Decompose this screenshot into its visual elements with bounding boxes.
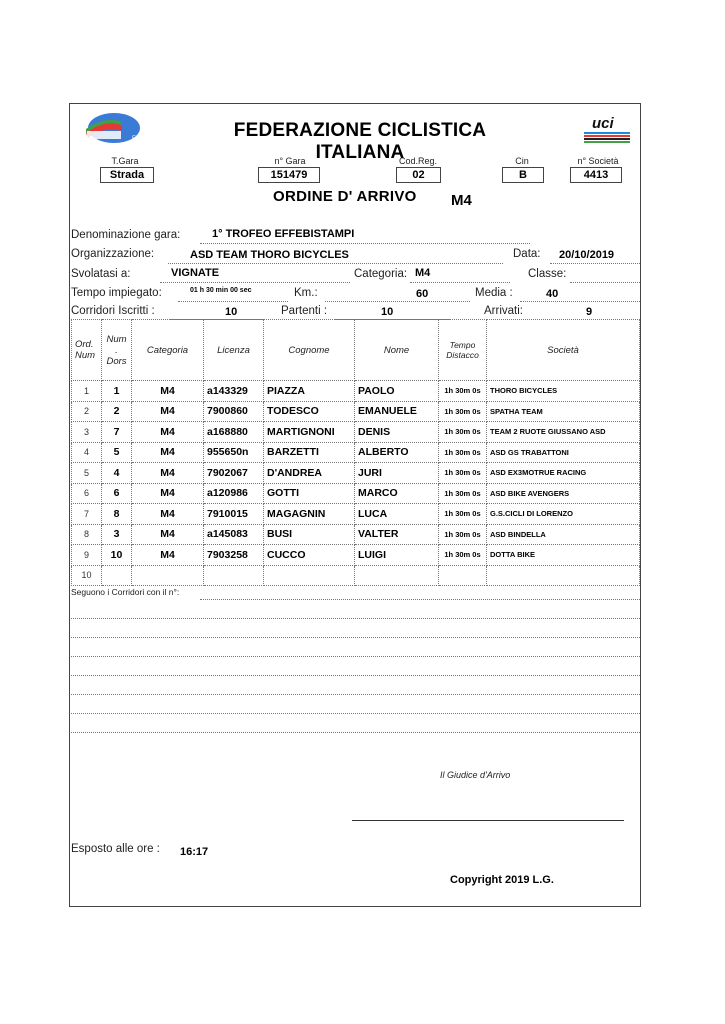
header-ord: Ord. Num	[72, 320, 102, 381]
cell-cognome: PIAZZA	[264, 381, 355, 402]
cell-categoria	[132, 565, 204, 586]
cell-cognome: BARZETTI	[264, 442, 355, 463]
cell-societa: THORO BICYCLES	[487, 381, 640, 402]
seguono-line-2	[71, 618, 640, 619]
svoltasi-line	[160, 282, 350, 283]
esposto-label: Esposto alle ore :	[71, 843, 160, 855]
table-row	[72, 442, 640, 463]
cell-tempo: 1h 30m 0s	[439, 504, 487, 525]
cell-cognome: MARTIGNONI	[264, 422, 355, 443]
organizzazione-value: ASD TEAM THORO BICYCLES	[190, 249, 349, 261]
label-cod-reg: Cod.Reg.	[398, 156, 438, 166]
cell-categoria: M4	[132, 381, 204, 402]
seguono-line-6	[71, 694, 640, 695]
cell-nome: VALTER	[355, 524, 439, 545]
cell-cognome: BUSI	[264, 524, 355, 545]
cell-licenza	[204, 565, 264, 586]
cell-licenza: a145083	[204, 524, 264, 545]
cell-licenza: a120986	[204, 483, 264, 504]
cell-nome: DENIS	[355, 422, 439, 443]
cell-licenza: a168880	[204, 422, 264, 443]
cell-nome: PAOLO	[355, 381, 439, 402]
cell-tempo: 1h 30m 0s	[439, 524, 487, 545]
categoria-label: Categoria:	[354, 268, 408, 280]
tempo-value: 01 h 30 min 00 sec	[190, 287, 252, 294]
cell-cognome: CUCCO	[264, 545, 355, 566]
cell-licenza: 7900860	[204, 401, 264, 422]
cell-societa	[487, 565, 640, 586]
cell-ord: 1	[72, 381, 102, 402]
cell-ord: 6	[72, 483, 102, 504]
cell-societa: ASD BINDELLA	[487, 524, 640, 545]
media-label: Media :	[475, 287, 513, 299]
cell-ord: 8	[72, 524, 102, 545]
cell-categoria: M4	[132, 463, 204, 484]
cell-dors: 5	[102, 442, 132, 463]
table-row	[72, 524, 640, 545]
cell-categoria: M4	[132, 524, 204, 545]
cell-nome: EMANUELE	[355, 401, 439, 422]
cell-societa: SPATHA TEAM	[487, 401, 640, 422]
seguono-line-3	[71, 637, 640, 638]
classe-line	[570, 282, 640, 283]
cell-licenza: a143329	[204, 381, 264, 402]
cell-categoria: M4	[132, 422, 204, 443]
header-tempo: Tempo Distacco	[439, 320, 487, 381]
cell-ord: 5	[72, 463, 102, 484]
table-row	[72, 565, 640, 586]
cell-societa: ASD GS TRABATTONI	[487, 442, 640, 463]
cell-societa: DOTTA BIKE	[487, 545, 640, 566]
svoltasi-label: Svolatasi a:	[71, 268, 131, 280]
seguono-line-4	[71, 656, 640, 657]
results-sheet	[69, 103, 641, 907]
value-n-gara: 151479	[258, 167, 320, 183]
cell-ord: 9	[72, 545, 102, 566]
label-n-societa: n° Società	[577, 156, 619, 166]
cell-dors: 3	[102, 524, 132, 545]
fci-logo	[82, 111, 142, 145]
cell-categoria: M4	[132, 442, 204, 463]
data-line	[550, 263, 640, 264]
cell-nome: LUCA	[355, 504, 439, 525]
cell-dors: 4	[102, 463, 132, 484]
cell-nome: MARCO	[355, 483, 439, 504]
tempo-line	[178, 301, 288, 302]
cell-societa: ASD EX3MOTRUE RACING	[487, 463, 640, 484]
fci-logo-text: FCI	[132, 136, 142, 142]
value-n-societa: 4413	[570, 167, 622, 183]
cell-categoria: M4	[132, 401, 204, 422]
cell-tempo: 1h 30m 0s	[439, 422, 487, 443]
svoltasi-value: VIGNATE	[171, 267, 220, 279]
cell-tempo: 1h 30m 0s	[439, 401, 487, 422]
cell-dors: 7	[102, 422, 132, 443]
tempo-label: Tempo impiegato:	[71, 287, 162, 299]
cell-tempo: 1h 30m 0s	[439, 545, 487, 566]
value-cod-reg: 02	[396, 167, 441, 183]
cell-tempo	[439, 565, 487, 586]
cell-tempo: 1h 30m 0s	[439, 381, 487, 402]
cell-dors: 2	[102, 401, 132, 422]
cell-categoria: M4	[132, 504, 204, 525]
cell-licenza: 955650n	[204, 442, 264, 463]
cell-nome: ALBERTO	[355, 442, 439, 463]
cell-cognome: TODESCO	[264, 401, 355, 422]
cell-nome: LUIGI	[355, 545, 439, 566]
organizzazione-line	[168, 263, 503, 264]
organizzazione-label: Organizzazione:	[71, 248, 155, 260]
denominazione-line	[200, 243, 530, 244]
label-t-gara: T.Gara	[111, 156, 139, 166]
cell-societa: ASD BIKE AVENGERS	[487, 483, 640, 504]
seguono-line-7	[71, 713, 640, 714]
value-cin: B	[502, 167, 544, 183]
table-row	[72, 483, 640, 504]
denominazione-label: Denominazione gara:	[71, 229, 181, 241]
header-categoria: Categoria	[132, 320, 204, 381]
cell-ord: 3	[72, 422, 102, 443]
cell-licenza: 7902067	[204, 463, 264, 484]
cell-societa: TEAM 2 RUOTE GIUSSANO ASD	[487, 422, 640, 443]
header-licenza: Licenza	[204, 320, 264, 381]
table-row	[72, 381, 640, 402]
categoria-value: M4	[415, 267, 431, 279]
cell-licenza: 7910015	[204, 504, 264, 525]
label-cin: Cin	[515, 156, 529, 166]
label-n-gara: n° Gara	[274, 156, 306, 166]
table-row	[72, 401, 640, 422]
classe-label: Classe:	[528, 268, 567, 280]
table-row	[72, 463, 640, 484]
signature-line	[352, 820, 624, 821]
cell-nome	[355, 565, 439, 586]
cell-ord: 4	[72, 442, 102, 463]
seguono-line-5	[71, 675, 640, 676]
cell-tempo: 1h 30m 0s	[439, 442, 487, 463]
partenti-label: Partenti :	[281, 305, 328, 317]
uci-logo-text: uci	[592, 115, 614, 132]
header-nome: Nome	[355, 320, 439, 381]
denominazione-value: 1° TROFEO EFFEBISTAMPI	[212, 228, 355, 240]
giudice-label: Il Giudice d'Arrivo	[440, 770, 511, 780]
cell-ord: 7	[72, 504, 102, 525]
data-value: 20/10/2019	[559, 249, 615, 261]
header-dors: Num . Dors	[102, 320, 132, 381]
seguono-label: Seguono i Corridori con il n°:	[71, 587, 180, 597]
cell-cognome: MAGAGNIN	[264, 504, 355, 525]
km-value: 60	[416, 288, 429, 300]
cell-ord: 2	[72, 401, 102, 422]
results-table	[71, 319, 640, 586]
cell-tempo: 1h 30m 0s	[439, 463, 487, 484]
cell-categoria: M4	[132, 483, 204, 504]
cell-dors: 6	[102, 483, 132, 504]
cell-dors: 10	[102, 545, 132, 566]
categoria-title: M4	[451, 192, 472, 209]
cell-cognome: GOTTI	[264, 483, 355, 504]
media-line	[520, 301, 640, 302]
cell-categoria: M4	[132, 545, 204, 566]
uci-logo	[582, 112, 632, 144]
km-label: Km.:	[294, 287, 318, 299]
cell-dors	[102, 565, 132, 586]
ordine-arrivo-title: ORDINE D' ARRIVO	[273, 188, 417, 205]
cell-nome: JURI	[355, 463, 439, 484]
arrivati-value: 9	[586, 306, 593, 318]
table-header-row	[72, 320, 640, 381]
table-row	[72, 504, 640, 525]
seguono-line-1	[200, 599, 640, 600]
cell-dors: 8	[102, 504, 132, 525]
page-title: FEDERAZIONE CICLISTICA ITALIANA	[233, 120, 487, 163]
data-label: Data:	[513, 248, 541, 260]
iscritti-label: Corridori Iscritti :	[71, 305, 155, 317]
cell-licenza: 7903258	[204, 545, 264, 566]
header-societa: Società	[487, 320, 640, 381]
iscritti-value: 10	[225, 306, 238, 318]
table-row	[72, 545, 640, 566]
km-line	[325, 301, 470, 302]
cell-ord: 10	[72, 565, 102, 586]
esposto-value: 16:17	[180, 846, 209, 858]
value-t-gara: Strada	[100, 167, 154, 183]
categoria-line	[410, 282, 510, 283]
cell-cognome: D'ANDREA	[264, 463, 355, 484]
media-value: 40	[546, 288, 559, 300]
cell-societa: G.S.CICLI DI LORENZO	[487, 504, 640, 525]
cell-tempo: 1h 30m 0s	[439, 483, 487, 504]
copyright: Copyright 2019 L.G.	[450, 874, 554, 886]
cell-cognome	[264, 565, 355, 586]
arrivati-label: Arrivati:	[484, 305, 523, 317]
cell-dors: 1	[102, 381, 132, 402]
table-row	[72, 422, 640, 443]
partenti-value: 10	[381, 306, 394, 318]
header-cognome: Cognome	[264, 320, 355, 381]
seguono-line-8	[71, 732, 640, 733]
